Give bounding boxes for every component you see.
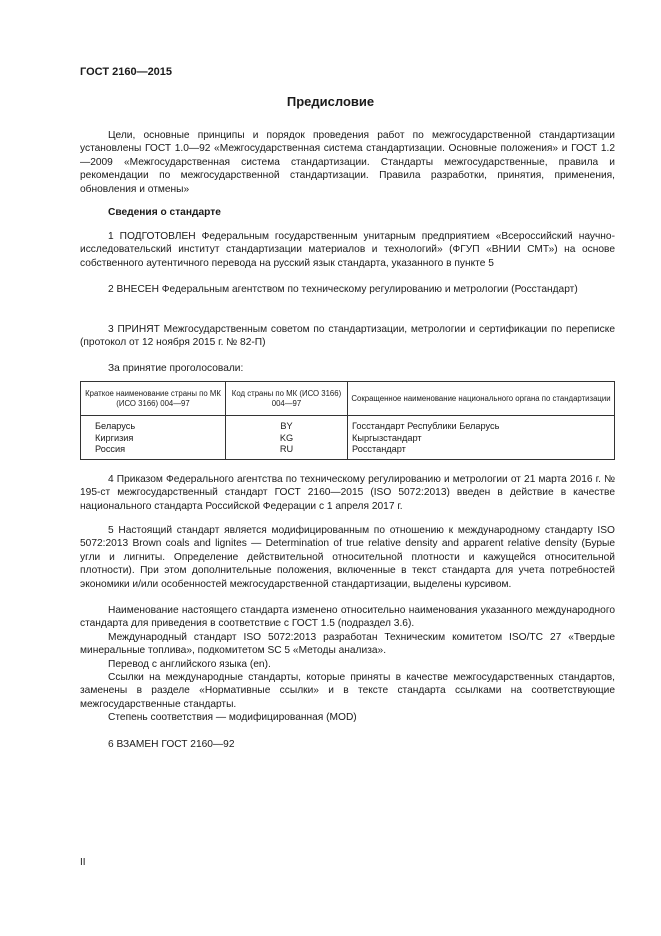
column-header-code: Код страны по МК (ИСО 3166) 004—97 bbox=[226, 382, 348, 416]
cell-code: RU bbox=[226, 444, 348, 459]
cell-body: Госстандарт Республики Беларусь bbox=[348, 416, 615, 433]
table-row bbox=[81, 433, 615, 445]
column-header-country: Краткое наименование страны по МК (ИСО 3166) 004—97 bbox=[81, 382, 226, 416]
item-5-paragraph-6: Степень соответствия — модифицированная (MOD) bbox=[108, 712, 357, 723]
page-title: Предисловие bbox=[286, 94, 375, 109]
table-header-row bbox=[81, 382, 615, 416]
item-4: 4 Приказом Федерального агентства по техническому регулированию и метрологии от 21 марта 2016 г. № 195-ст межгосударственный стандарт ГОСТ 2160—2015 (ISO 5072:2013) введен в действие в качестве национального стандарта Российской Федерации с 1 апреля 2017 г. bbox=[80, 474, 615, 512]
item-1: 1 ПОДГОТОВЛЕН Федеральным государственным унитарным предприятием «Всероссийский научно-исследовательский институт стандартизации материалов и технологий» (ФГУП «ВНИИ СМТ») на основе собственного аутентичного перевода на русский язык стандарта, указанного в пункте 5 bbox=[80, 231, 615, 269]
table-row bbox=[81, 444, 615, 459]
intro-paragraph: Цели, основные принципы и порядок проведения работ по межгосударственной стандартизации установлены ГОСТ 1.0—92 «Межгосударственная система стандартизации. Основные положения» и ГОСТ 1.2—2009 «Межгосударственная система стандартизации. Стандарты межгосударственные, правила и рекомендации по межгосударственной стандартизации. Правила разработки, принятия, применения, обновления и отмены» bbox=[80, 130, 615, 195]
votes-label: За принятие проголосовали: bbox=[108, 363, 244, 374]
info-heading: Сведения о стандарте bbox=[108, 207, 221, 218]
item-5-paragraph-2: Наименование настоящего стандарта изменено относительно наименования указанного международного стандарта для приведения в соответствие с ГОСТ 1.5 (подраздел 3.6). bbox=[80, 605, 615, 630]
item-6: 6 ВЗАМЕН ГОСТ 2160—92 bbox=[108, 739, 235, 750]
cell-code: KG bbox=[226, 433, 348, 445]
item-2: 2 ВНЕСЕН Федеральным агентством по техническому регулированию и метрологии (Росстандарт) bbox=[108, 284, 578, 295]
page-number: II bbox=[80, 857, 86, 868]
item-3: 3 ПРИНЯТ Межгосударственным советом по стандартизации, метрологии и сертификации по переписке (протокол от 12 ноября 2015 г. № 82-П) bbox=[80, 324, 615, 349]
column-header-body: Сокращенное наименование национального органа по стандартизации bbox=[348, 382, 615, 416]
cell-country: Киргизия bbox=[81, 433, 226, 445]
item-5-paragraph-5: Ссылки на международные стандарты, которые приняты в качестве межгосударственных стандартов, заменены в разделе «Нормативные ссылки» и в тексте стандарта ссылками на соответствующие межгосударственные стандарты. bbox=[80, 672, 615, 710]
cell-body: Кыргызстандарт bbox=[348, 433, 615, 445]
table-row bbox=[81, 416, 615, 433]
document-header: ГОСТ 2160—2015 bbox=[80, 66, 173, 78]
item-5: 5 Настоящий стандарт является модифицированным по отношению к международному стандарту ISO 5072:2013 Brown coals and lignites — Determination of true relative density and apparent relative density (Бурые угли и лигниты. Определение действительной относительной плотности и кажущейся относительной плотности). При этом дополнительные положения, включенные в текст стандарта для учета потребностей экономики и/или особенностей межгосударственной стандартизации, выделены курсивом. bbox=[80, 525, 615, 590]
cell-code: BY bbox=[226, 416, 348, 433]
item-5-paragraph-4: Перевод с английского языка (en). bbox=[108, 659, 271, 670]
cell-country: Беларусь bbox=[81, 416, 226, 433]
cell-body: Росстандарт bbox=[348, 444, 615, 459]
cell-country: Россия bbox=[81, 444, 226, 459]
countries-table bbox=[80, 381, 615, 460]
item-5-paragraph-3: Международный стандарт ISO 5072:2013 разработан Техническим комитетом ISO/TC 27 «Твердые минеральные топлива», подкомитетом SC 5 «Методы анализа». bbox=[80, 632, 615, 657]
